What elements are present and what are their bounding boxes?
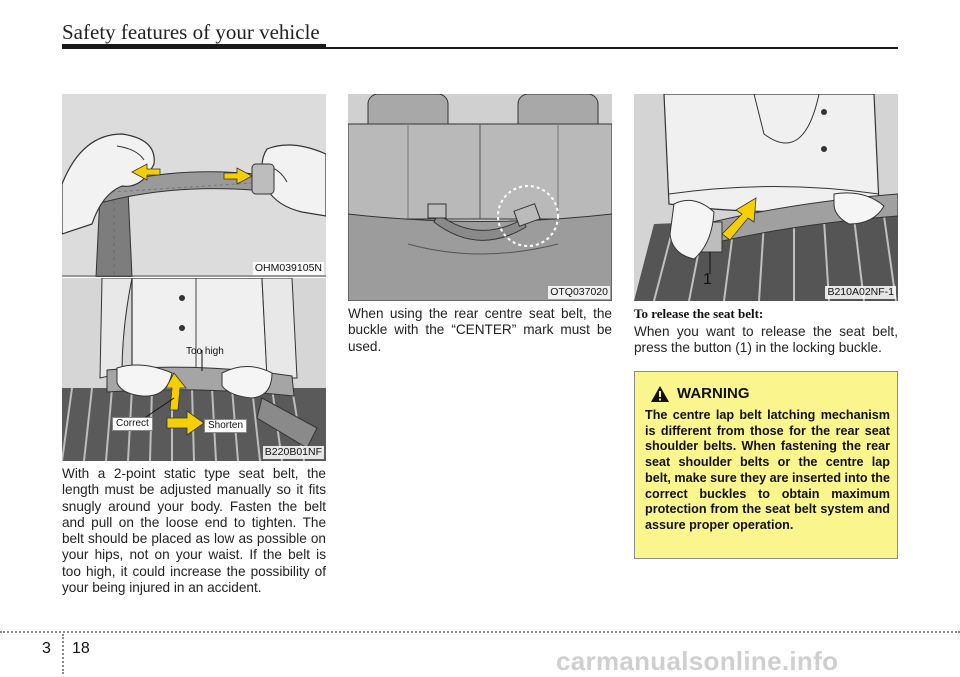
warning-box bbox=[634, 371, 898, 559]
figure-release-belt bbox=[634, 94, 898, 301]
warning-title: WARNING bbox=[677, 385, 750, 402]
figure-rear-seat bbox=[348, 94, 612, 301]
callout-1: 1 bbox=[703, 271, 712, 288]
header-rule-thin bbox=[326, 47, 898, 49]
label-too-high: Too high bbox=[186, 346, 224, 357]
header-rule bbox=[62, 44, 326, 49]
figure-code: B220B01NF bbox=[264, 446, 322, 458]
label-correct: Correct bbox=[112, 417, 153, 431]
figure-belt-position bbox=[62, 278, 326, 461]
rear-seat-illustration bbox=[348, 94, 612, 301]
release-subheading: To release the seat belt: bbox=[634, 306, 764, 321]
col2-paragraph: When using the rear centre seat belt, the buckle with the “CENTER” mark must be used. bbox=[348, 306, 612, 354]
page-number: 18 bbox=[72, 640, 90, 657]
figure-code: OHM039105N bbox=[254, 262, 322, 274]
footer-vertical-divider bbox=[62, 634, 64, 674]
header-title: Safety features of your vehicle bbox=[62, 20, 320, 44]
col1-paragraph: With a 2-point static type seat belt, the length must be adjusted manually so it fits snugly around your body. Fasten the belt and pull on the loose end to tighten. The belt should be placed as low as possible on your hips, not on your waist. If the belt is too high, it could increase the possibility of your being injured in an accident. bbox=[62, 466, 326, 596]
figure-code: OTQ037020 bbox=[550, 286, 608, 298]
footer-divider bbox=[0, 631, 960, 633]
chapter-number: 3 bbox=[42, 640, 51, 657]
release-belt-illustration bbox=[634, 94, 898, 301]
col3-paragraph: When you want to release the seat belt, press the button (1) in the locking buckle. bbox=[634, 324, 898, 356]
warning-text: The centre lap belt latching mechanism is different from those for the rear seat shoulder belts. When fastening the rear seat shoulder belts or the centre lap belt, make sure they are inserted into the correct buckles to obtain maximum protection from the seat belt system and assure proper operation. bbox=[645, 408, 890, 532]
label-shorten: Shorten bbox=[204, 419, 247, 433]
figure-belt-adjust bbox=[62, 94, 326, 277]
belt-position-illustration bbox=[62, 278, 326, 461]
watermark: carmanualsonline.info bbox=[556, 646, 839, 676]
belt-adjust-illustration bbox=[62, 94, 326, 277]
warning-triangle-icon bbox=[650, 385, 670, 403]
figure-code: B210A02NF-1 bbox=[827, 286, 894, 298]
